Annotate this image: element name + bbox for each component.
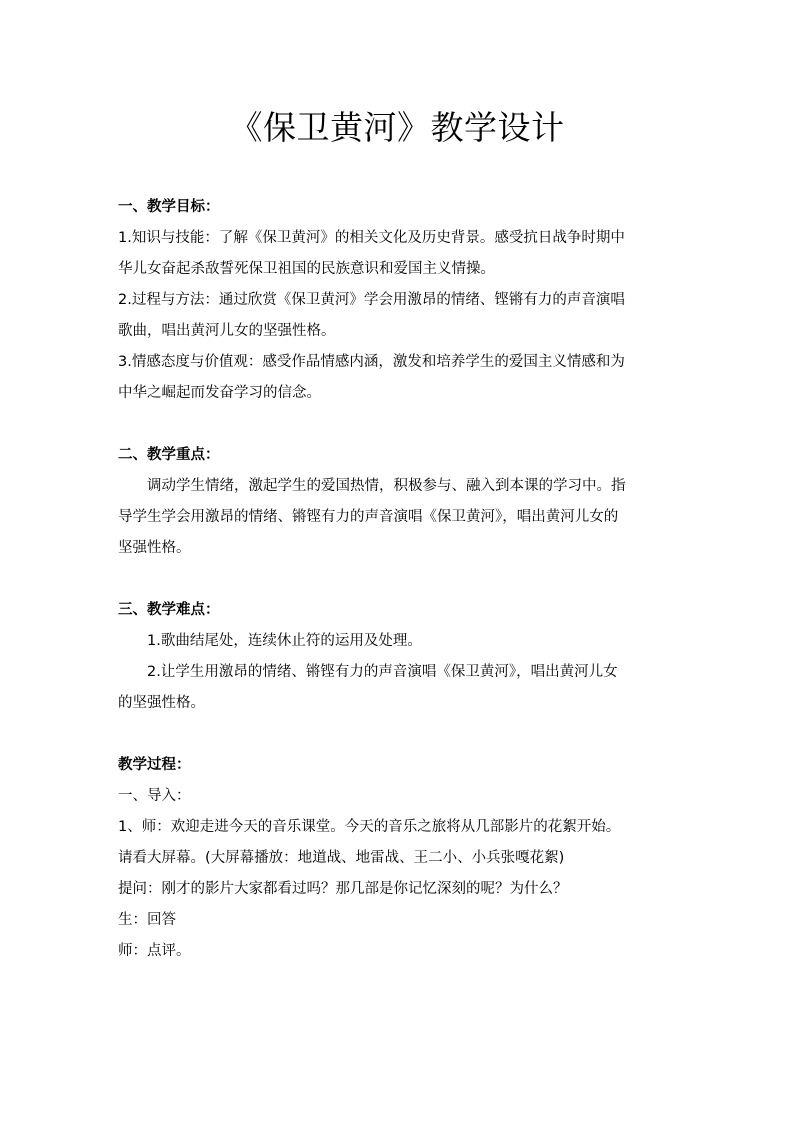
- key-points-line-3: 坚强性格。: [118, 540, 191, 556]
- process-line-5: 师：点评。: [118, 943, 191, 959]
- goals-item-1-line-1: 1.知识与技能：了解《保卫黄河》的相关文化及历史背景。感受抗日战争时期中: [118, 230, 625, 246]
- spacer: [118, 719, 678, 750]
- goals-item-2-line-1: 2.过程与方法：通过欣赏《保卫黄河》学会用激昂的情绪、铿锵有力的声音演唱: [118, 292, 625, 308]
- process-sub-heading-intro: 一、导入：: [118, 788, 191, 804]
- process-line-3: 提问：刚才的影片大家都看过吗？那几部是你记忆深刻的呢？为什么？: [118, 881, 568, 897]
- difficulties-heading: 三、教学难点：: [118, 602, 220, 618]
- goals-item-2-line-2: 歌曲，唱出黄河儿女的坚强性格。: [118, 323, 336, 339]
- process-line-1: 1、师：欢迎走进今天的音乐课堂。今天的音乐之旅将从几部影片的花絮开始。: [118, 819, 621, 835]
- difficulties-item-2-line-2: 的坚强性格。: [118, 695, 205, 711]
- document-body: [118, 192, 678, 967]
- key-points-line-2: 导学生学会用激昂的情绪、锵铿有力的声音演唱《保卫黄河》，唱出黄河儿女的: [118, 509, 619, 525]
- goals-item-3-line-2: 中华之崛起而发奋学习的信念。: [118, 385, 321, 401]
- spacer: [118, 564, 678, 595]
- document-title: 《保卫黄河》教学设计: [229, 108, 565, 147]
- goals-item-1-line-2: 华儿女奋起杀敌誓死保卫祖国的民族意识和爱国主义情操。: [118, 261, 495, 277]
- process-heading: 教学过程：: [118, 757, 191, 773]
- goals-heading: 一、教学目标：: [118, 199, 220, 215]
- key-points-heading: 二、教学重点：: [118, 447, 220, 463]
- goals-item-3-line-1: 3.情感态度与价值观：感受作品情感内涵，激发和培养学生的爱国主义情感和为: [118, 354, 625, 370]
- spacer: [118, 409, 678, 440]
- key-points-line-1: 调动学生情绪，激起学生的爱国热情，积极参与、融入到本课的学习中。指: [147, 478, 626, 494]
- process-line-2: 请看大屏幕。(大屏幕播放：地道战、地雷战、王二小、小兵张嘎花絮): [118, 850, 565, 866]
- difficulties-item-2-line-1: 2.让学生用激昂的情绪、锵铿有力的声音演唱《保卫黄河》，唱出黄河儿女: [147, 664, 618, 680]
- difficulties-item-1: 1.歌曲结尾处，连续休止符的运用及处理。: [147, 633, 422, 649]
- process-line-4: 生：回答: [118, 912, 176, 928]
